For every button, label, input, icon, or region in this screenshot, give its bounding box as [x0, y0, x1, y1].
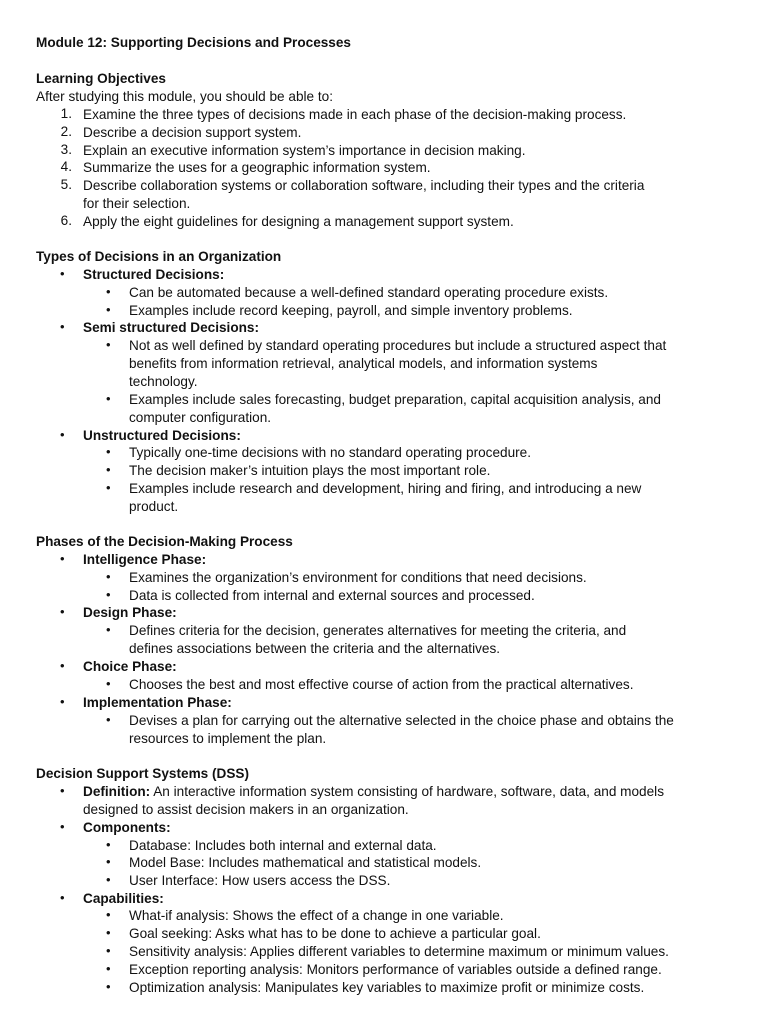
bullet-icon: • — [60, 427, 65, 442]
choice-phase-label: Choice Phase: — [83, 659, 177, 674]
phases-heading: Phases of the Decision-Making Process — [36, 534, 293, 549]
list-item: Examples include record keeping, payroll, and simple inventory problems. — [129, 303, 573, 318]
types-heading: Types of Decisions in an Organization — [36, 249, 282, 264]
list-number: 6. — [60, 213, 72, 228]
list-item: Chooses the best and most effective course of action from the practical alternatives. — [129, 677, 634, 692]
components-label: Components: — [83, 820, 171, 835]
bullet-icon: • — [106, 569, 111, 584]
list-item-continued: technology. — [129, 374, 198, 389]
list-item: Exception reporting analysis: Monitors performance of variables outside a defined range. — [129, 962, 662, 977]
list-number: 2. — [60, 124, 72, 139]
bullet-icon: • — [60, 783, 65, 798]
bullet-icon: • — [106, 854, 111, 869]
list-item: Devises a plan for carrying out the alternative selected in the choice phase and obtains the — [129, 713, 674, 728]
list-item: Examples include research and development, hiring and firing, and introducing a new — [129, 481, 642, 496]
objectives-heading: Learning Objectives — [36, 71, 166, 86]
bullet-icon: • — [106, 961, 111, 976]
bullet-icon: • — [106, 391, 111, 406]
bullet-icon: • — [106, 837, 111, 852]
definition-text: An interactive information system consisting of hardware, software, data, and models — [150, 784, 664, 799]
bullet-icon: • — [60, 266, 65, 281]
dss-definition — [83, 783, 664, 800]
list-item: Model Base: Includes mathematical and statistical models. — [129, 855, 482, 870]
objective-item: Apply the eight guidelines for designing a management support system. — [83, 214, 514, 229]
objective-item: Summarize the uses for a geographic information system. — [83, 160, 431, 175]
dss-heading: Decision Support Systems (DSS) — [36, 766, 250, 781]
list-item: Data is collected from internal and external sources and processed. — [129, 588, 535, 603]
objectives-intro: After studying this module, you should be able to: — [36, 89, 333, 104]
objective-item: Examine the three types of decisions made in each phase of the decision-making process. — [83, 107, 627, 122]
definition-label: Definition: — [83, 784, 151, 799]
list-number: 3. — [60, 142, 72, 157]
objective-item: Explain an executive information system’s importance in decision making. — [83, 143, 526, 158]
bullet-icon: • — [60, 890, 65, 905]
bullet-icon: • — [106, 872, 111, 887]
list-item: The decision maker’s intuition plays the most important role. — [129, 463, 491, 478]
objective-item: Describe collaboration systems or collaboration software, including their types and the criteria — [83, 178, 645, 193]
list-item-continued: benefits from information retrieval, analytical models, and information systems — [129, 356, 598, 371]
bullet-icon: • — [106, 622, 111, 637]
bullet-icon: • — [106, 587, 111, 602]
structured-label: Structured Decisions: — [83, 267, 225, 282]
bullet-icon: • — [60, 551, 65, 566]
bullet-icon: • — [106, 337, 111, 352]
design-phase-label: Design Phase: — [83, 605, 177, 620]
capabilities-label: Capabilities: — [83, 891, 164, 906]
bullet-icon: • — [106, 979, 111, 994]
list-number: 4. — [60, 159, 72, 174]
implementation-phase-label: Implementation Phase: — [83, 695, 232, 710]
list-item: Sensitivity analysis: Applies different variables to determine maximum or minimum values. — [129, 944, 669, 959]
definition-text-continued: designed to assist decision makers in an organization. — [83, 802, 409, 817]
list-item: Goal seeking: Asks what has to be done to achieve a particular goal. — [129, 926, 541, 941]
bullet-icon: • — [106, 480, 111, 495]
list-item: Examines the organization’s environment for conditions that need decisions. — [129, 570, 587, 585]
bullet-icon: • — [106, 462, 111, 477]
bullet-icon: • — [106, 302, 111, 317]
list-item-continued: resources to implement the plan. — [129, 731, 327, 746]
bullet-icon: • — [60, 658, 65, 673]
bullet-icon: • — [106, 712, 111, 727]
intelligence-phase-label: Intelligence Phase: — [83, 552, 207, 567]
objective-item-continued: for their selection. — [83, 196, 191, 211]
bullet-icon: • — [60, 604, 65, 619]
list-item: What-if analysis: Shows the effect of a change in one variable. — [129, 908, 504, 923]
list-number: 5. — [60, 177, 72, 192]
list-number: 1. — [60, 106, 72, 121]
list-item-continued: computer configuration. — [129, 410, 272, 425]
bullet-icon: • — [106, 907, 111, 922]
bullet-icon: • — [106, 444, 111, 459]
list-item: Can be automated because a well-defined standard operating procedure exists. — [129, 285, 609, 300]
list-item: User Interface: How users access the DSS. — [129, 873, 391, 888]
list-item: Typically one-time decisions with no standard operating procedure. — [129, 445, 531, 460]
bullet-icon: • — [106, 284, 111, 299]
bullet-icon: • — [106, 943, 111, 958]
objective-item: Describe a decision support system. — [83, 125, 302, 140]
list-item: Database: Includes both internal and external data. — [129, 838, 437, 853]
list-item-continued: product. — [129, 499, 179, 514]
semi-structured-label: Semi structured Decisions: — [83, 320, 260, 335]
bullet-icon: • — [60, 819, 65, 834]
unstructured-label: Unstructured Decisions: — [83, 428, 241, 443]
list-item: Not as well defined by standard operating procedures but include a structured aspect that — [129, 338, 667, 353]
list-item-continued: defines associations between the criteria and the alternatives. — [129, 641, 501, 656]
bullet-icon: • — [60, 694, 65, 709]
list-item: Examples include sales forecasting, budget preparation, capital acquisition analysis, and — [129, 392, 661, 407]
list-item: Defines criteria for the decision, generates alternatives for meeting the criteria, and — [129, 623, 627, 638]
bullet-icon: • — [106, 925, 111, 940]
page-title: Module 12: Supporting Decisions and Processes — [36, 35, 351, 50]
list-item: Optimization analysis: Manipulates key variables to maximize profit or minimize costs. — [129, 980, 645, 995]
bullet-icon: • — [60, 319, 65, 334]
bullet-icon: • — [106, 676, 111, 691]
